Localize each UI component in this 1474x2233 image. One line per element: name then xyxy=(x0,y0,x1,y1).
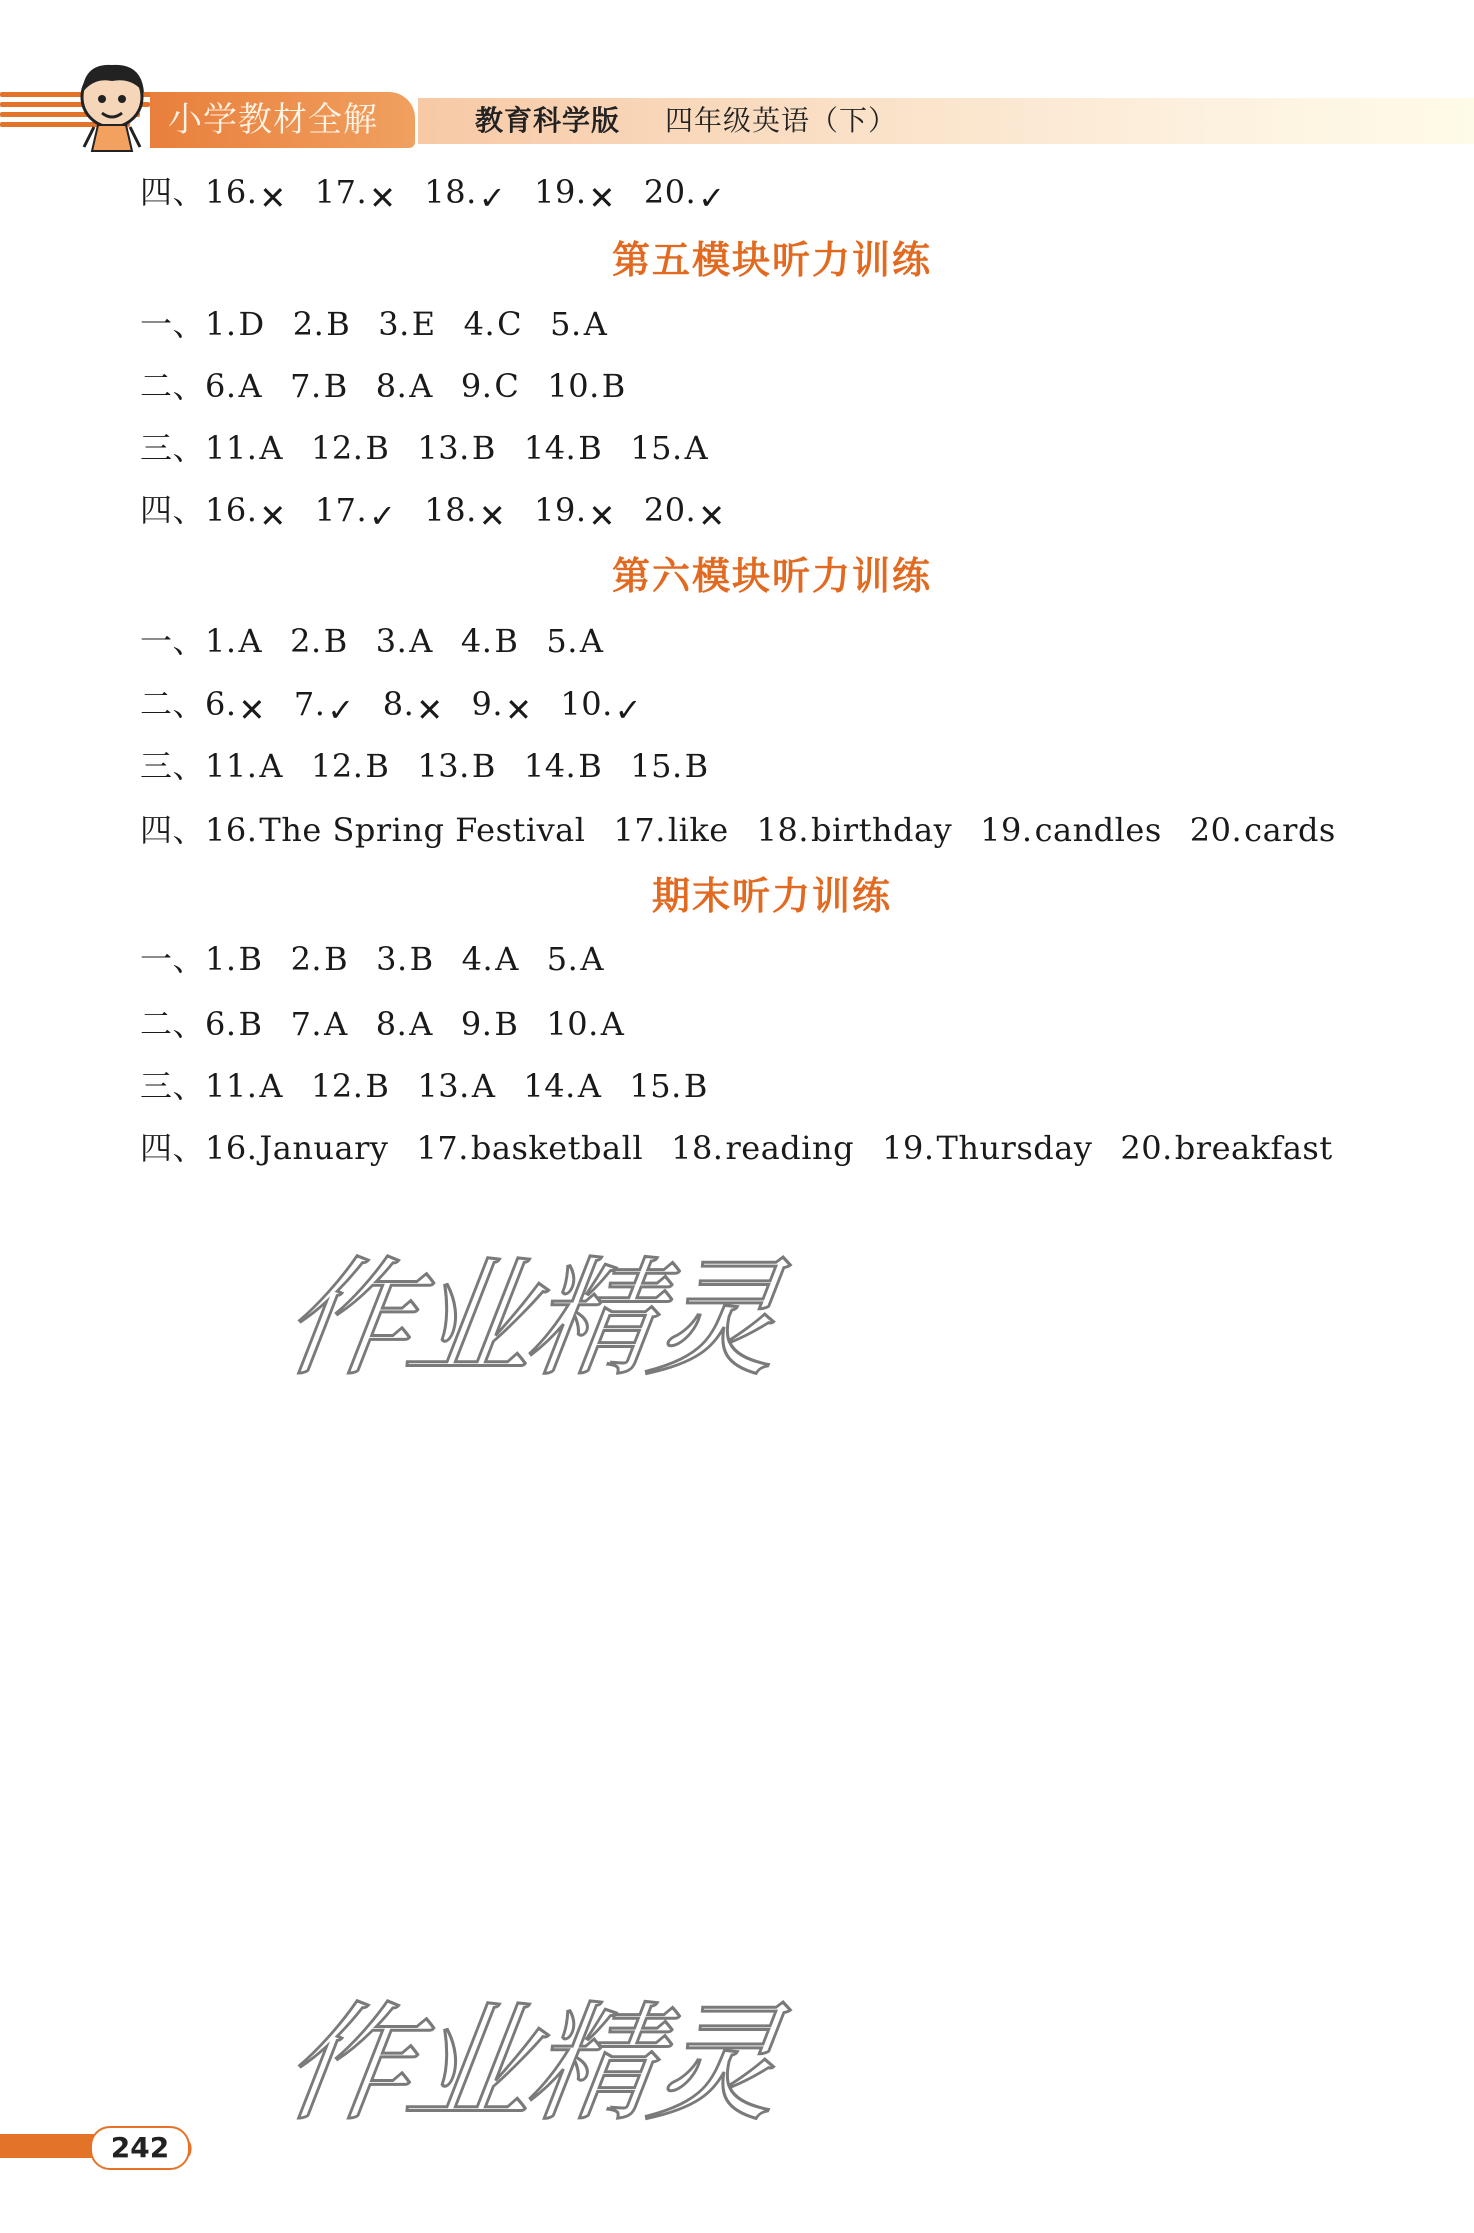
answer-item xyxy=(547,367,625,405)
answer-item xyxy=(471,685,533,729)
answer-value: B xyxy=(684,747,709,785)
answer-row xyxy=(140,362,654,410)
answer-value: like xyxy=(667,811,729,849)
cross-mark-icon: ✕ xyxy=(259,179,287,217)
answer-value: B xyxy=(365,747,390,785)
answer-value: A xyxy=(324,1005,348,1043)
check-mark-icon: ✓ xyxy=(369,497,397,535)
question-number: 16. xyxy=(205,1129,258,1167)
answer-value: A xyxy=(577,1067,602,1105)
part-label: 一、 xyxy=(140,305,206,343)
answer-item xyxy=(311,1067,389,1105)
cross-mark-icon: ✕ xyxy=(238,691,266,729)
question-number: 18. xyxy=(671,1129,724,1167)
answer-value: B xyxy=(494,1005,519,1043)
answer-value: A xyxy=(259,429,284,467)
question-number: 15. xyxy=(630,747,683,785)
watermark: 作业精灵 xyxy=(274,1990,784,2139)
question-number: 11. xyxy=(205,1067,258,1105)
answer-item xyxy=(205,940,263,978)
cross-mark-icon: ✕ xyxy=(369,179,397,217)
question-number: 5. xyxy=(546,622,578,660)
answer-item xyxy=(524,429,602,467)
answer-item xyxy=(523,1067,601,1105)
question-number: 17. xyxy=(314,173,368,211)
answer-value: A xyxy=(259,747,284,785)
question-number: 2. xyxy=(290,940,323,978)
answer-item xyxy=(547,940,604,978)
answer-item xyxy=(643,491,726,535)
answer-value: A xyxy=(238,367,263,405)
answer-item xyxy=(461,367,520,405)
answer-value: B xyxy=(324,940,349,978)
series-title: 小学教材全解 xyxy=(150,92,415,148)
answer-value: A xyxy=(409,622,433,660)
question-number: 12. xyxy=(311,429,364,467)
answer-row xyxy=(140,742,737,790)
question-number: 13. xyxy=(417,1067,470,1105)
answer-item xyxy=(524,747,602,785)
answer-item xyxy=(630,429,708,467)
part-label: 四、 xyxy=(140,173,206,211)
answer-item xyxy=(1120,1129,1332,1167)
answer-value: A xyxy=(238,622,263,660)
answer-item xyxy=(417,429,495,467)
question-number: 11. xyxy=(205,429,258,467)
answer-item xyxy=(424,173,507,217)
answer-item xyxy=(464,305,523,343)
answer-item xyxy=(205,305,265,343)
answer-row xyxy=(140,168,754,216)
cross-mark-icon: ✕ xyxy=(416,691,444,729)
answer-value: B xyxy=(323,622,348,660)
answer-item xyxy=(205,367,262,405)
answer-value: B xyxy=(238,940,263,978)
answer-value: B xyxy=(409,940,434,978)
answer-value: cards xyxy=(1244,811,1336,849)
watermark: 作业精灵 xyxy=(274,1245,784,1394)
answer-value: B xyxy=(683,1067,708,1105)
answer-value: A xyxy=(684,429,709,467)
question-number: 1. xyxy=(205,940,237,978)
cross-mark-icon: ✕ xyxy=(588,497,616,535)
answer-value: reading xyxy=(725,1129,855,1167)
answer-item xyxy=(546,622,603,660)
answer-value: A xyxy=(495,940,519,978)
answer-value: B xyxy=(365,1067,390,1105)
section-title: 第六模块听力训练 xyxy=(611,554,932,598)
question-number: 16. xyxy=(205,811,258,849)
part-label: 三、 xyxy=(140,747,206,785)
question-number: 19. xyxy=(980,811,1033,849)
answer-value: B xyxy=(601,367,626,405)
question-number: 20. xyxy=(1189,811,1243,849)
part-label: 四、 xyxy=(140,811,206,849)
answer-item xyxy=(291,940,349,978)
answer-item xyxy=(424,491,507,535)
answer-item xyxy=(416,1129,643,1167)
answer-value: A xyxy=(259,1067,284,1105)
answer-row xyxy=(140,680,670,728)
question-number: 1. xyxy=(205,622,237,660)
answer-item xyxy=(293,305,351,343)
question-number: 19. xyxy=(534,491,587,529)
question-number: 14. xyxy=(523,429,577,467)
answer-item xyxy=(643,173,726,217)
question-number: 5. xyxy=(546,940,579,978)
question-number: 12. xyxy=(311,1067,364,1105)
answer-value: A xyxy=(583,305,608,343)
question-number: 14. xyxy=(523,1067,576,1105)
answer-value: A xyxy=(409,1005,433,1043)
answer-item xyxy=(205,1005,263,1043)
question-number: 3. xyxy=(378,305,410,343)
answer-value: A xyxy=(471,1067,496,1105)
question-number: 11. xyxy=(205,747,258,785)
answer-item xyxy=(290,622,348,660)
answer-value: B xyxy=(326,305,351,343)
edition-label: 教育科学版 xyxy=(475,104,621,137)
cross-mark-icon: ✕ xyxy=(505,691,533,729)
question-number: 18. xyxy=(756,811,810,849)
answer-value: B xyxy=(238,1005,263,1043)
answer-item xyxy=(1190,811,1336,849)
question-number: 8. xyxy=(375,1005,408,1043)
part-label: 三、 xyxy=(140,1067,206,1105)
answer-item xyxy=(376,940,434,978)
answer-item xyxy=(205,747,283,785)
answer-value: D xyxy=(238,305,265,343)
answer-item xyxy=(560,685,643,729)
part-label: 二、 xyxy=(140,1005,206,1043)
section-title: 期末听力训练 xyxy=(651,874,892,918)
answer-value: C xyxy=(494,367,520,405)
answer-item xyxy=(205,685,266,729)
question-number: 7. xyxy=(290,1005,323,1043)
answer-value: January xyxy=(259,1129,389,1167)
answer-item xyxy=(980,811,1162,849)
question-number: 13. xyxy=(417,747,470,785)
cross-mark-icon: ✕ xyxy=(698,497,726,535)
answer-item xyxy=(629,1067,707,1105)
answer-item xyxy=(613,811,728,849)
answer-item xyxy=(205,1129,388,1167)
question-number: 20. xyxy=(1120,1129,1173,1167)
cross-mark-icon: ✕ xyxy=(588,179,616,217)
question-number: 1. xyxy=(205,305,237,343)
question-number: 10. xyxy=(547,367,600,405)
question-number: 16. xyxy=(205,491,258,529)
question-number: 8. xyxy=(382,685,415,723)
answer-item xyxy=(314,173,397,217)
answer-item xyxy=(205,622,262,660)
answer-value: breakfast xyxy=(1174,1129,1333,1167)
answer-item xyxy=(376,367,433,405)
question-number: 14. xyxy=(523,747,577,785)
answer-value: B xyxy=(365,429,390,467)
question-number: 2. xyxy=(290,622,322,660)
answer-row xyxy=(140,617,632,665)
part-label: 四、 xyxy=(140,491,206,529)
subject-label: 四年级英语（下） xyxy=(665,104,898,137)
answer-value: birthday xyxy=(811,811,953,849)
check-mark-icon: ✓ xyxy=(614,691,643,729)
answer-value: basketball xyxy=(470,1129,644,1167)
answer-item xyxy=(417,1067,495,1105)
answer-item xyxy=(293,685,355,729)
answer-item xyxy=(205,811,585,849)
answer-value: Thursday xyxy=(936,1129,1093,1167)
cross-mark-icon: ✕ xyxy=(478,497,507,535)
answer-item xyxy=(311,429,389,467)
question-number: 8. xyxy=(375,367,408,405)
part-label: 三、 xyxy=(140,429,206,467)
question-number: 3. xyxy=(375,622,408,660)
answer-value: B xyxy=(578,429,603,467)
answer-item xyxy=(314,491,397,535)
question-number: 18. xyxy=(424,173,477,211)
page-number: 242 xyxy=(90,2126,190,2170)
answer-value: B xyxy=(494,622,519,660)
answer-value: A xyxy=(579,622,604,660)
question-number: 17. xyxy=(416,1129,469,1167)
question-number: 9. xyxy=(460,1005,493,1043)
question-number: 13. xyxy=(417,429,470,467)
answer-item xyxy=(671,1129,854,1167)
question-number: 9. xyxy=(471,685,504,723)
answer-item xyxy=(205,429,283,467)
question-number: 17. xyxy=(613,811,666,849)
answer-item xyxy=(311,747,389,785)
question-number: 7. xyxy=(290,367,322,405)
cartoon-boy-icon xyxy=(62,55,162,155)
answer-value: candles xyxy=(1034,811,1162,849)
answer-item xyxy=(382,685,444,729)
question-number: 5. xyxy=(550,305,582,343)
answer-item xyxy=(757,811,953,849)
answer-item xyxy=(417,747,495,785)
question-number: 12. xyxy=(311,747,364,785)
question-number: 17. xyxy=(314,491,368,529)
question-number: 9. xyxy=(460,367,493,405)
answer-value: E xyxy=(411,305,436,343)
answer-value: A xyxy=(580,940,604,978)
question-number: 6. xyxy=(205,685,237,723)
answer-row xyxy=(140,935,632,983)
answer-row xyxy=(140,1062,736,1110)
answer-item xyxy=(205,491,287,535)
answer-value: B xyxy=(471,429,496,467)
part-label: 一、 xyxy=(140,940,206,978)
answer-item xyxy=(205,173,287,217)
answer-item xyxy=(461,1005,519,1043)
part-label: 二、 xyxy=(140,685,206,723)
question-number: 4. xyxy=(463,305,496,343)
check-mark-icon: ✓ xyxy=(478,179,507,217)
question-number: 15. xyxy=(629,1067,682,1105)
answer-value: C xyxy=(497,305,523,343)
question-number: 20. xyxy=(643,173,697,211)
check-mark-icon: ✓ xyxy=(698,179,726,217)
question-number: 10. xyxy=(546,1005,599,1043)
answer-item xyxy=(534,173,616,217)
answer-value: A xyxy=(600,1005,625,1043)
question-number: 19. xyxy=(882,1129,935,1167)
answer-item xyxy=(882,1129,1092,1167)
answer-item xyxy=(462,940,519,978)
answer-value: A xyxy=(409,367,433,405)
check-mark-icon: ✓ xyxy=(327,691,355,729)
question-number: 19. xyxy=(534,173,587,211)
answer-item xyxy=(534,491,616,535)
question-number: 6. xyxy=(205,1005,237,1043)
answer-item xyxy=(291,1005,348,1043)
part-label: 二、 xyxy=(140,367,206,405)
answer-row xyxy=(140,424,736,472)
answer-row xyxy=(140,486,754,534)
answer-row xyxy=(140,806,1364,854)
answer-item xyxy=(461,622,519,660)
page-header xyxy=(0,0,1474,160)
answer-row xyxy=(140,1000,652,1048)
part-label: 一、 xyxy=(140,622,206,660)
question-number: 6. xyxy=(205,367,237,405)
question-number: 16. xyxy=(205,173,258,211)
question-number: 7. xyxy=(293,685,326,723)
question-number: 4. xyxy=(460,622,493,660)
answer-item xyxy=(205,1067,283,1105)
cross-mark-icon: ✕ xyxy=(259,497,287,535)
answer-row xyxy=(140,300,635,348)
answer-item xyxy=(290,367,348,405)
section-title: 第五模块听力训练 xyxy=(611,238,932,282)
answer-item xyxy=(376,1005,433,1043)
answer-value: B xyxy=(578,747,603,785)
question-number: 2. xyxy=(292,305,325,343)
answer-value: The Spring Festival xyxy=(259,811,586,849)
answer-item xyxy=(376,622,433,660)
question-number: 4. xyxy=(461,940,494,978)
question-number: 20. xyxy=(643,491,697,529)
answer-value: B xyxy=(471,747,496,785)
answer-item xyxy=(630,747,708,785)
answer-item xyxy=(546,1005,624,1043)
answer-row xyxy=(140,1124,1361,1172)
answer-value: B xyxy=(323,367,348,405)
question-number: 10. xyxy=(560,685,613,723)
question-number: 3. xyxy=(376,940,408,978)
answer-item xyxy=(550,305,607,343)
question-number: 15. xyxy=(630,429,683,467)
part-label: 四、 xyxy=(140,1129,206,1167)
answer-item xyxy=(378,305,435,343)
question-number: 18. xyxy=(424,491,477,529)
